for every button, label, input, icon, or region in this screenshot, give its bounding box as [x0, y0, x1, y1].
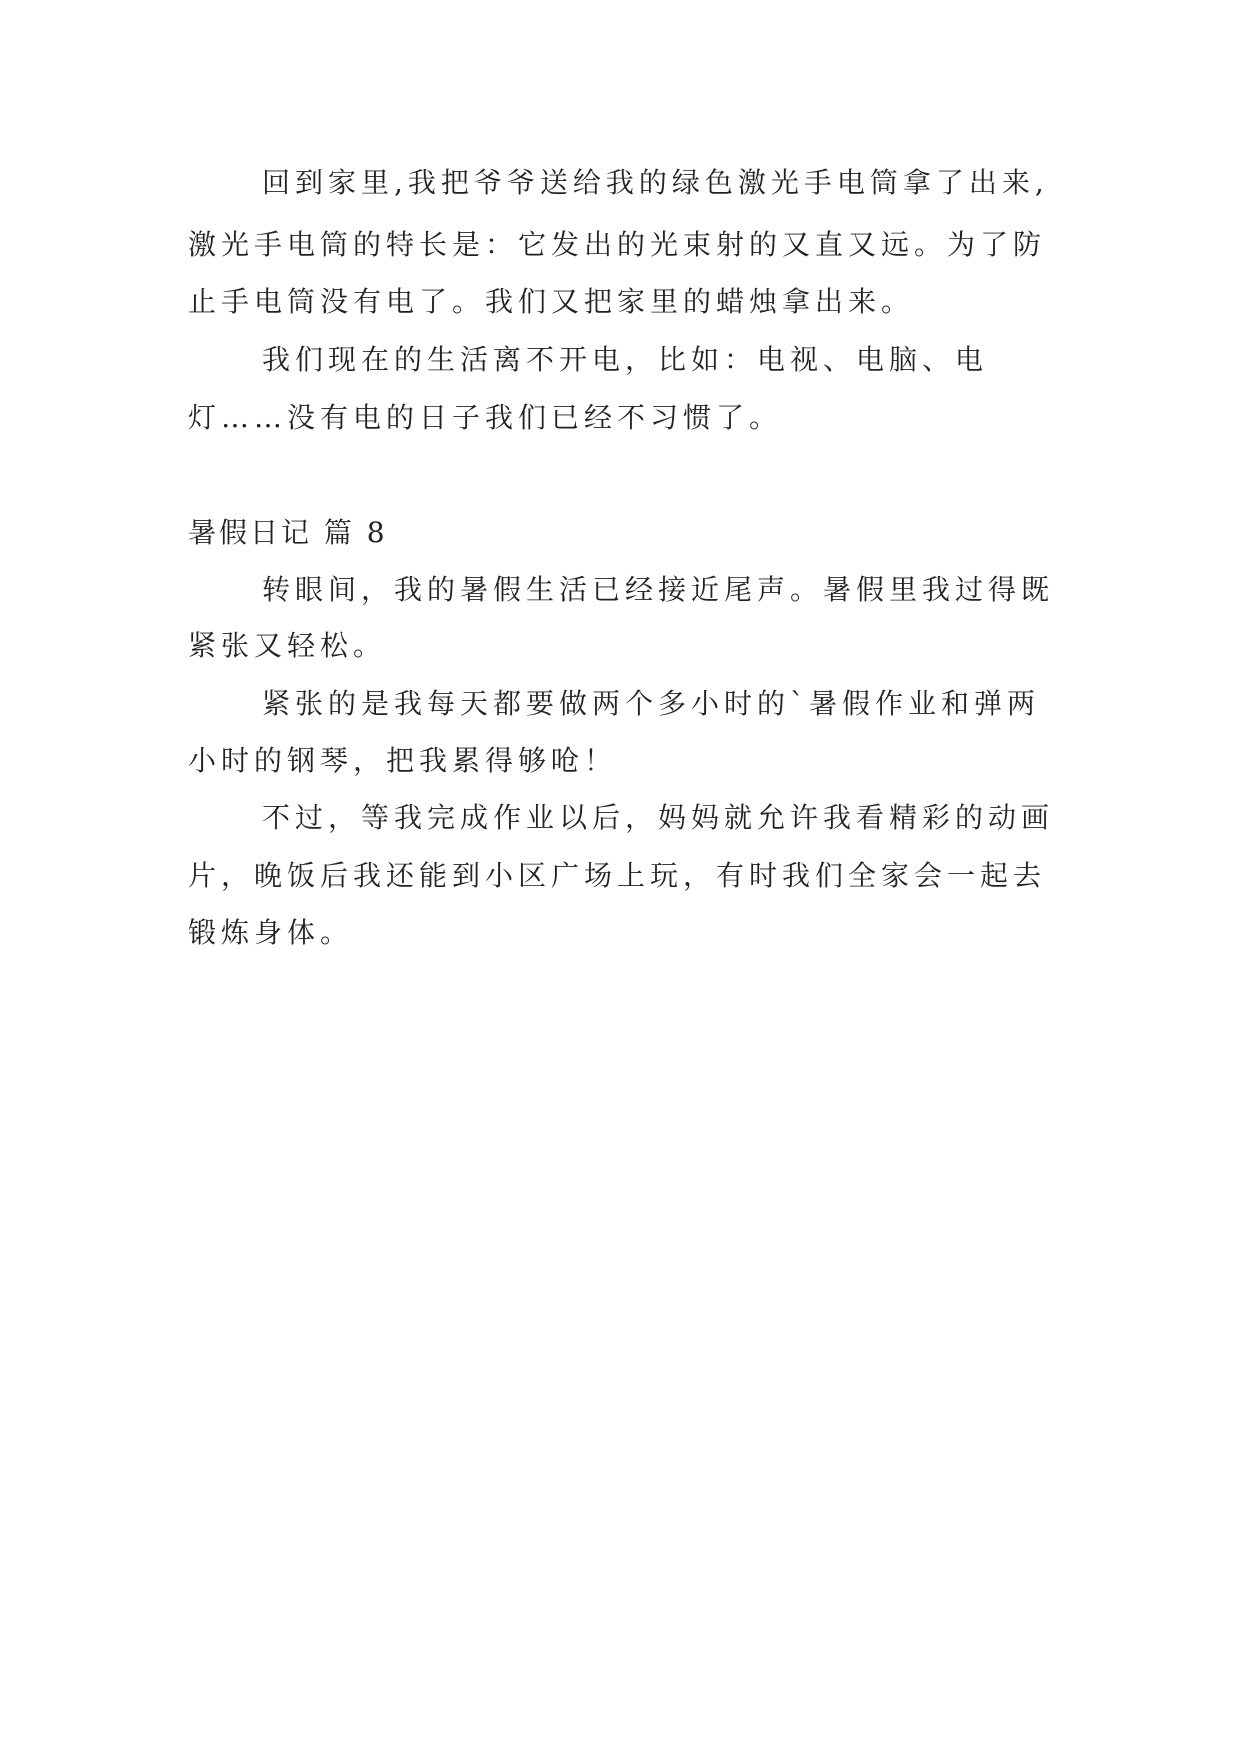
- section-heading: 暑假日记 篇 8: [188, 516, 388, 549]
- paragraph-line: 片，晚饭后我还能到小区广场上玩，有时我们全家会一起去: [188, 859, 1047, 892]
- paragraph-line: 我们现在的生活离不开电，比如：电视、电脑、电: [262, 343, 989, 376]
- paragraph-line: 不过，等我完成作业以后，妈妈就允许我看精彩的动画: [262, 801, 1055, 834]
- paragraph-line: 锻炼身体。: [188, 916, 354, 949]
- paragraph-line: 紧张的是我每天都要做两个多小时的`暑假作业和弹两: [262, 687, 1041, 720]
- paragraph-line: 灯……没有电的日子我们已经不习惯了。: [188, 401, 783, 434]
- paragraph-line: 小时的钢琴，把我累得够呛！: [188, 744, 618, 777]
- paragraph-line: 紧张又轻松。: [188, 629, 387, 662]
- paragraph-line: 激光手电筒的特长是：它发出的光束射的又直又远。为了防: [188, 228, 1047, 261]
- paragraph-line: 止手电筒没有电了。我们又把家里的蜡烛拿出来。: [188, 285, 915, 318]
- paragraph-line: 转眼间，我的暑假生活已经接近尾声。暑假里我过得既: [262, 573, 1055, 606]
- paragraph-line: 回到家里,我把爷爷送给我的绿色激光手电筒拿了出来,: [262, 166, 1049, 199]
